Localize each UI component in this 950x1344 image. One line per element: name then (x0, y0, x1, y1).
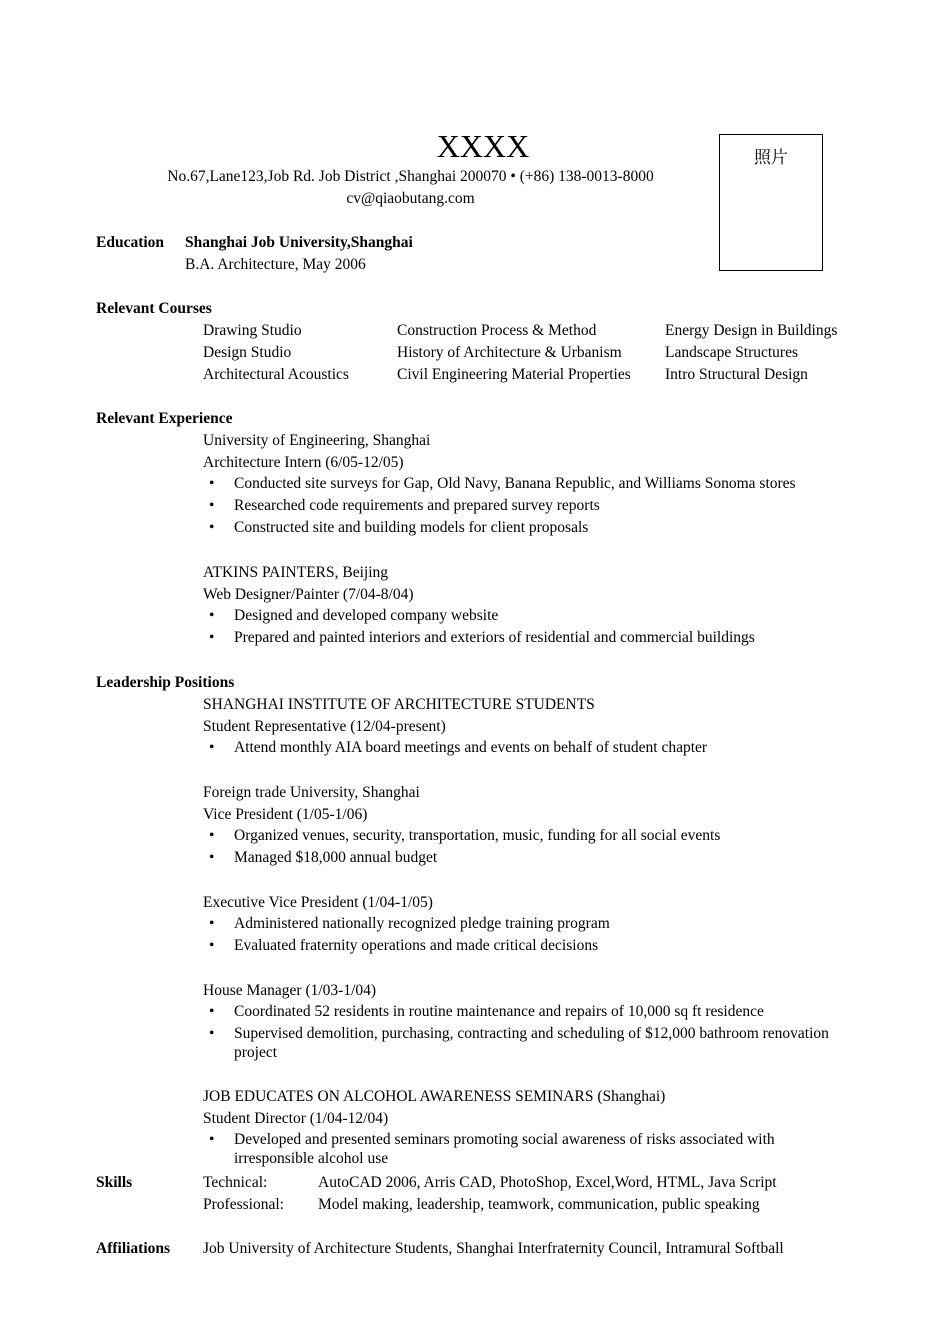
leadership-heading: Leadership Positions (96, 674, 235, 691)
education-school: Shanghai Job University,Shanghai (185, 234, 413, 251)
leadership-role: Student Representative (12/04-present) (203, 718, 446, 735)
bullet-item: • Evaluated fraternity operations and made critical decisions (203, 936, 844, 956)
skills-technical: AutoCAD 2006, Arris CAD, PhotoShop, Excel,Word, HTML, Java Script (318, 1174, 777, 1191)
leadership-bullets (203, 738, 844, 758)
leadership-bullets (203, 1002, 844, 1062)
bullet-item: • Prepared and painted interiors and exteriors of residential and commercial buildings (203, 628, 796, 648)
course-item: Drawing Studio (203, 322, 302, 339)
bullet-item: • Attend monthly AIA board meetings and events on behalf of student chapter (203, 738, 844, 758)
leadership-role: Student Director (1/04-12/04) (203, 1110, 389, 1127)
course-item: Construction Process & Method (397, 322, 597, 339)
leadership-role: Executive Vice President (1/04-1/05) (203, 894, 433, 911)
experience-bullets (203, 474, 796, 538)
bullet-item: • Developed and presented seminars promoting social awareness of risks associated with irresponsible alcohol use (203, 1130, 844, 1168)
experience-role: Architecture Intern (6/05-12/05) (203, 454, 404, 471)
photo-placeholder (719, 134, 823, 271)
education-degree: B.A. Architecture, May 2006 (185, 256, 366, 273)
bullet-item: • Organized venues, security, transportation, music, funding for all social events (203, 826, 844, 846)
experience-org: ATKINS PAINTERS, Beijing (203, 564, 389, 581)
bullet-item: • Designed and developed company website (203, 606, 796, 626)
course-item: Energy Design in Buildings (665, 322, 838, 339)
experience-bullets (203, 606, 796, 648)
courses-heading: Relevant Courses (96, 300, 212, 317)
affiliations-heading: Affiliations (96, 1240, 171, 1257)
bullet-item: • Managed $18,000 annual budget (203, 848, 844, 868)
bullet-item: • Constructed site and building models for client proposals (203, 518, 796, 538)
bullet-item: • Supervised demolition, purchasing, contracting and scheduling of $12,000 bathroom renovation project (203, 1024, 844, 1062)
experience-org: University of Engineering, Shanghai (203, 432, 431, 449)
experience-heading: Relevant Experience (96, 410, 233, 427)
course-item: Architectural Acoustics (203, 366, 349, 383)
course-item: Landscape Structures (665, 344, 798, 361)
skills-technical-label: Technical: (203, 1174, 268, 1191)
course-item: Intro Structural Design (665, 366, 808, 383)
photo-label: 照片 (754, 148, 788, 168)
email: cv@qiaobutang.com (346, 190, 475, 207)
experience-role: Web Designer/Painter (7/04-8/04) (203, 586, 414, 603)
education-heading: Education (96, 234, 165, 251)
leadership-bullets (203, 914, 844, 956)
leadership-org: JOB EDUCATES ON ALCOHOL AWARENESS SEMINARS (Shanghai) (203, 1088, 666, 1105)
bullet-item: • Administered nationally recognized pledge training program (203, 914, 844, 934)
resume-name: XXXX (436, 128, 530, 164)
leadership-bullets (203, 826, 844, 868)
course-item: History of Architecture & Urbanism (397, 344, 622, 361)
bullet-item: • Coordinated 52 residents in routine maintenance and repairs of 10,000 sq ft residence (203, 1002, 844, 1022)
skills-heading: Skills (96, 1174, 133, 1191)
bullet-item: • Researched code requirements and prepared survey reports (203, 496, 796, 516)
leadership-org: Foreign trade University, Shanghai (203, 784, 420, 801)
bullet-item: • Conducted site surveys for Gap, Old Navy, Banana Republic, and Williams Sonoma stores (203, 474, 796, 494)
affiliations-text: Job University of Architecture Students, Shanghai Interfraternity Council, Intramural Softball (203, 1240, 784, 1257)
course-item: Design Studio (203, 344, 292, 361)
skills-professional: Model making, leadership, teamwork, communication, public speaking (318, 1196, 760, 1213)
leadership-bullets (203, 1130, 844, 1168)
leadership-section (203, 694, 844, 1170)
course-item: Civil Engineering Material Properties (397, 366, 631, 383)
experience-section (203, 430, 796, 650)
address-line: No.67,Lane123,Job Rd. Job District ,Shanghai 200070 • (+86) 138-0013-8000 (167, 168, 654, 185)
leadership-role: House Manager (1/03-1/04) (203, 982, 377, 999)
leadership-org: SHANGHAI INSTITUTE OF ARCHITECTURE STUDENTS (203, 696, 595, 713)
skills-professional-label: Professional: (203, 1196, 284, 1213)
leadership-role: Vice President (1/05-1/06) (203, 806, 368, 823)
